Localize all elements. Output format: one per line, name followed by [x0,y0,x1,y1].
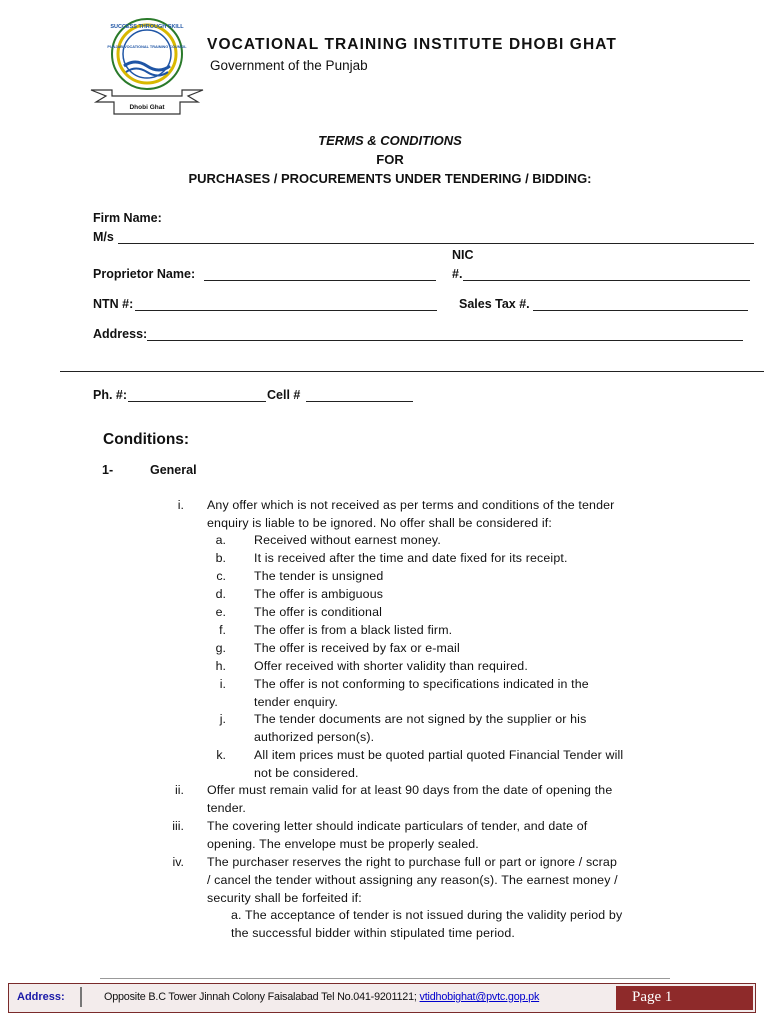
item-line: / cancel the tender without assigning any reason(s). The earnest money / [207,872,618,887]
sub-item-number: g. [215,641,226,655]
item-line: security shall be forfeited if: [207,890,362,905]
doc-title-for: FOR [376,152,404,167]
government-subtitle: Government of the Punjab [210,58,368,73]
sub-item: Offer received with shorter validity than required. [254,659,528,673]
sales-tax-field[interactable] [533,310,748,311]
address-label: Address: [93,327,148,341]
item-number: i. [177,498,184,512]
page-number-box [616,986,753,1010]
sub-item-number: d. [215,587,226,601]
footer-divider [100,978,670,979]
item-line: The purchaser reserves the right to purchase full or part or ignore / scrap [207,855,618,869]
sub-item-number: b. [215,551,226,565]
item-number: iv. [172,855,184,869]
item-line: enquiry is liable to be ignored. No offer shall be considered if: [207,515,552,530]
doc-title-subject: PURCHASES / PROCUREMENTS UNDER TENDERING / BIDDING: [188,171,592,186]
page-number: Page 1 [632,989,673,1005]
sub-item-number: f. [219,623,226,637]
cell-label: Cell # [267,388,301,402]
sub-item: The tender is unsigned [254,569,384,583]
section-title: General [150,463,197,477]
cell-field[interactable] [306,401,413,402]
item-line: All item prices must be quoted partial quoted Financial Tender will [254,748,624,762]
sub-item-number: a. [215,533,226,547]
institute-logo [88,18,206,118]
firm-name-label: Firm Name: [93,211,162,225]
item-line: The tender documents are not signed by the supplier or his [254,712,587,726]
item-line: the successful bidder within stipulated time period. [231,925,515,940]
item-line: tender enquiry. [254,694,338,709]
logo-ring-text: SUCCESS THROUGH SKILL [110,24,184,30]
nic-field[interactable] [463,280,750,281]
sub-item [254,711,677,747]
sub-item-number: j. [219,712,226,726]
item-line: tender. [207,800,246,815]
ms-label: M/s [93,230,114,244]
phone-field[interactable] [128,401,266,402]
ntn-label: NTN #: [93,297,134,311]
item-line: Any offer which is not received as per terms and conditions of the tender [207,498,615,512]
sub-item-number: i. [219,677,226,691]
sub-item: The offer is received by fax or e-mail [254,641,460,655]
list-item [207,497,677,533]
item-line: The offer is not conforming to specifications indicated in the [254,677,589,691]
footer-email-link[interactable]: vtidhobighat@pvtc.gop.pk [419,991,540,1003]
sub-item: The offer is ambiguous [254,587,384,601]
sub-item-number: h. [215,659,226,673]
item-line: The covering letter should indicate particulars of tender, and date of [207,819,588,833]
logo-center-text: PUNJAB VOCATIONAL TRAINING COUNCIL [107,45,187,49]
footer-separator [80,987,82,1007]
sales-tax-label: Sales Tax #. [459,297,530,311]
item-number: ii. [175,783,184,797]
nic-label: NIC [452,248,474,262]
item-line: authorized person(s). [254,729,375,744]
sub-item: The offer is from a black listed firm. [254,623,453,637]
footer-address [104,991,539,1003]
sub-item-number: k. [216,748,226,762]
sub-item: The offer is conditional [254,605,383,619]
firm-name-field[interactable] [118,243,754,244]
sub-item [254,747,677,783]
logo-ribbon-text: Dhobi Ghat [129,104,165,111]
footer-address-label: Address: [17,991,65,1003]
section-number: 1- [102,463,114,477]
conditions-heading: Conditions: [103,431,190,448]
item-line: not be considered. [254,765,359,780]
proprietor-field[interactable] [204,280,436,281]
item-number: iii. [172,819,184,833]
list-item [207,854,677,907]
sub-item: It is received after the time and date fixed for its receipt. [254,551,568,565]
list-item [207,782,677,818]
address-field[interactable] [147,340,743,341]
sub-item [231,907,677,943]
list-item [207,818,677,854]
sub-item-number: e. [215,605,226,619]
item-line: Offer must remain valid for at least 90 days from the date of opening the [207,783,613,797]
item-line: a. The acceptance of tender is not issued during the validity period by [231,908,623,922]
address-field-line2[interactable] [60,371,764,372]
ntn-field[interactable] [135,310,437,311]
institute-name: VOCATIONAL TRAINING INSTITUTE DHOBI GHAT [207,36,617,53]
sub-item [254,676,677,712]
footer-address-text: Opposite B.C Tower Jinnah Colony Faisalabad Tel No.041-9201121; [104,991,417,1003]
proprietor-label: Proprietor Name: [93,267,196,281]
item-line: opening. The envelope must be properly sealed. [207,836,479,851]
nic-hash-label: #. [452,267,463,281]
doc-title: TERMS & CONDITIONS [318,133,462,148]
phone-label: Ph. #: [93,388,128,402]
sub-item: Received without earnest money. [254,533,441,547]
sub-item-number: c. [216,569,226,583]
